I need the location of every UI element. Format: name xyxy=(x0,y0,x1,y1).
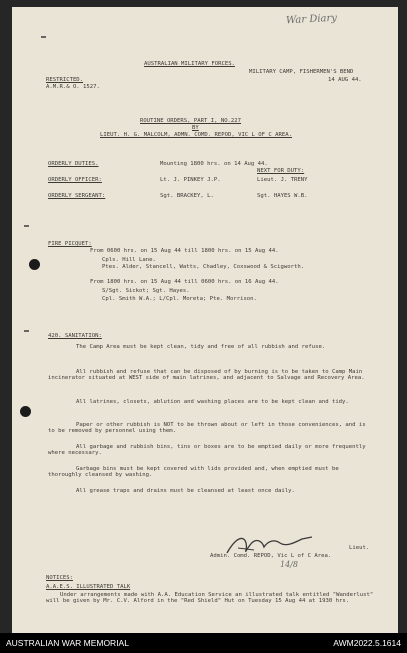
mounting-time: Mounting 1800 hrs. on 14 Aug 44. xyxy=(160,161,268,167)
orderly-sergeant-next: Sgt. HAYES W.B. xyxy=(257,193,308,199)
orders-officer: LIEUT. H. G. MALCOLM, ADMN. COMD. REPOD, VIC L OF C AREA. xyxy=(100,132,292,138)
signature-title: Admin. Comd. REPOD, Vic L of C Area. xyxy=(210,553,332,559)
sanitation-paragraph: Paper or other rubbish is NOT to be thrown about or left in those conveniences, and is to be removed by personnel using them. xyxy=(48,422,366,435)
notices-label: NOTICES: xyxy=(46,575,73,581)
orderly-sergeant-label: ORDERLY SERGEANT: xyxy=(48,193,106,199)
orderly-officer-label: ORDERLY OFFICER: xyxy=(48,177,102,183)
binder-mark xyxy=(24,330,29,332)
sanitation-heading: 420. SANITATION: xyxy=(48,333,102,339)
fire-picquet-line: From 0600 hrs. on 15 Aug 44 till 1800 hrs. on 15 Aug 44. xyxy=(90,248,279,254)
fire-picquet-line: Ptes. Alder, Stancell, Watts, Chadley, Coxswood & Scigworth. xyxy=(102,264,305,270)
orderly-officer-value: Lt. J. PINKEY J.P. xyxy=(160,177,221,183)
document-date: 14 AUG 44. xyxy=(328,77,362,83)
punch-hole xyxy=(29,259,40,270)
orders-by: BY xyxy=(192,125,199,131)
archive-footer xyxy=(0,633,407,653)
signature-rank: Lieut. xyxy=(349,545,370,551)
camp-location: MILITARY CAMP, FISHERMEN'S BEND xyxy=(249,69,354,75)
notice-text: Under arrangements made with A.A. Education Service an illustrated talk entitled "Wanderlust" will be given by Mr. C.V. Alford in the "Red Shield" Hut on Tuesday 15 Aug 44 at 1930 hrs. xyxy=(46,592,374,605)
sanitation-paragraph: All grease traps and drains must be cleansed at least once daily. xyxy=(76,488,295,494)
notice-subheading: A.A.E.S. ILLUSTRATED TALK xyxy=(46,584,131,590)
document-title: AUSTRALIAN MILITARY FORCES. xyxy=(144,61,235,67)
war-diary-annotation: War Diary xyxy=(285,12,338,27)
orders-title: ROUTINE ORDERS, PART I, NO.227 xyxy=(140,118,242,124)
next-for-duty-label: NEXT FOR DUTY: xyxy=(257,168,305,174)
footer-institution: AUSTRALIAN WAR MEMORIAL xyxy=(6,638,129,648)
fire-picquet-line: Cpl. Smith W.A.; L/Cpl. Moreta; Pte. Morrison. xyxy=(102,296,257,302)
orderly-sergeant-value: Sgt. BRACKEY, L. xyxy=(160,193,214,199)
sanitation-paragraph: All garbage and rubbish bins, tins or boxes are to be emptied daily or more frequently where necessary. xyxy=(48,444,366,457)
sanitation-paragraph: Garbage bins must be kept covered with lids provided and, when emptied must be thoroughly cleansed by washing. xyxy=(48,466,339,479)
fire-picquet-line: From 1800 hrs. on 15 Aug 44 till 0600 hrs. on 16 Aug 44. xyxy=(90,279,279,285)
footer-accession-number: AWM2022.5.1614 xyxy=(333,638,401,648)
restricted-label: RESTRICTED. xyxy=(46,77,84,83)
sanitation-paragraph: All latrines, closets, ablution and washing places are to be kept clean and tidy. xyxy=(76,399,349,405)
signature-initials: 14/8 xyxy=(280,560,298,569)
fire-picquet-label: FIRE PICQUET: xyxy=(48,241,92,247)
punch-hole xyxy=(20,406,31,417)
fire-picquet-line: Cpls. Hill Lane. xyxy=(102,257,156,263)
binder-mark xyxy=(41,36,46,38)
binder-mark xyxy=(24,225,29,227)
document-page xyxy=(12,7,398,633)
orderly-officer-next: Lieut. J. TRENY xyxy=(257,177,308,183)
orderly-duties-label: ORDERLY DUTIES. xyxy=(48,161,99,167)
sanitation-paragraph: The Camp Area must be kept clean, tidy and free of all rubbish and refuse. xyxy=(76,344,326,350)
fire-picquet-line: S/Sgt. Sickot; Sgt. Hayes. xyxy=(102,288,190,294)
sanitation-paragraph: All rubbish and refuse that can be disposed of by burning is to be taken to Camp Main incinerator situated at WEST side of main latrines, and adjacent to Salvage and Recovery Area. xyxy=(48,369,365,382)
reference-number: A.M.R.& O. 1527. xyxy=(46,84,100,90)
